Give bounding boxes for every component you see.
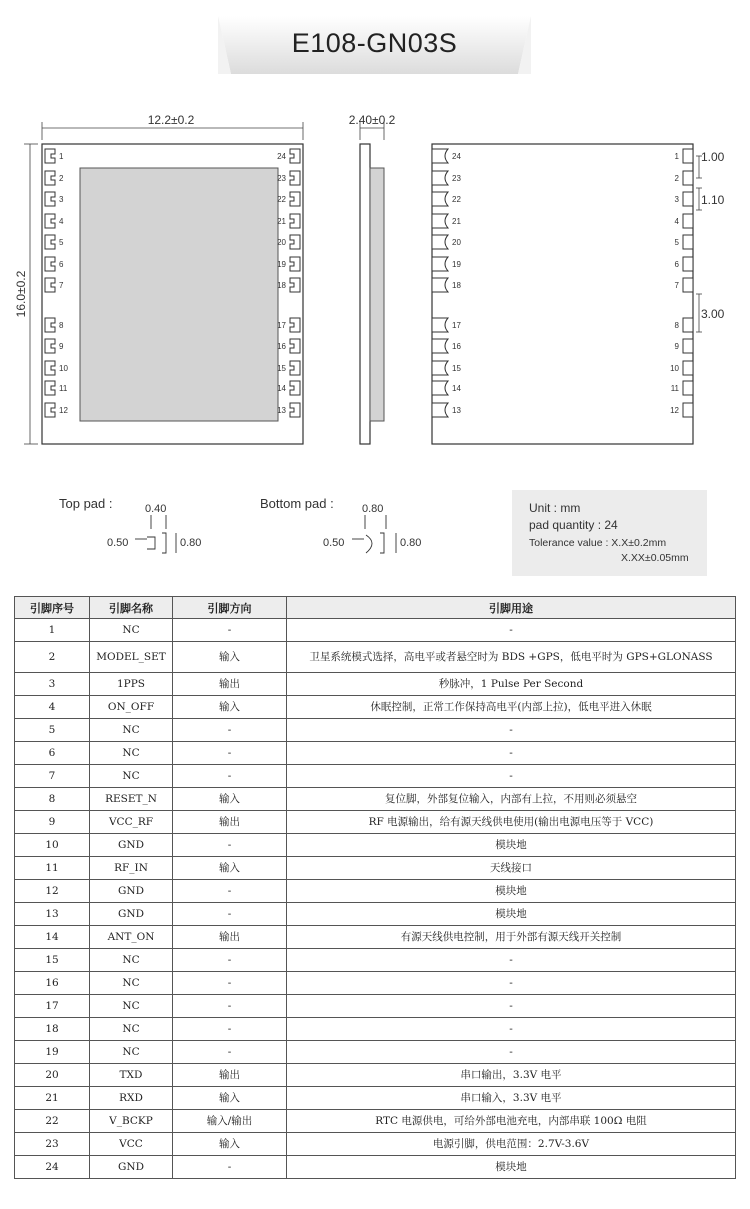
bottom-pad (683, 339, 693, 353)
pin-direction-cell: 输入/输出 (173, 1110, 287, 1133)
pin-direction-cell: - (173, 742, 287, 765)
table-row (15, 1087, 736, 1110)
pin-number-cell: 18 (15, 1018, 90, 1041)
unit-text: Unit : mm (529, 501, 581, 515)
pad-details (0, 495, 480, 565)
pin-function-cell: - (287, 742, 736, 765)
bottom-pad-width: 0.80 (362, 503, 384, 515)
bottom-pad (683, 192, 693, 206)
pin-direction-cell: 输入 (173, 696, 287, 719)
bottom-pad-label: Bottom pad : (260, 496, 334, 511)
pin-number-label: 23 (452, 174, 461, 183)
pin-number-label: 20 (277, 238, 286, 247)
header-pin-function: 引脚用途 (287, 597, 736, 619)
pin-function-cell: 模块地 (287, 834, 736, 857)
width-dim-label: 12.2±0.2 (147, 113, 195, 127)
pin-name-cell: NC (90, 742, 173, 765)
table-row (15, 857, 736, 880)
pin-name-cell: NC (90, 719, 173, 742)
pin-direction-cell: - (173, 1156, 287, 1179)
bottom-pad (683, 214, 693, 228)
table-row (15, 926, 736, 949)
pin-direction-cell: - (173, 903, 287, 926)
pin-name-cell: GND (90, 880, 173, 903)
pin-number-label: 16 (277, 342, 286, 351)
pin-number-label: 15 (277, 364, 286, 373)
pin-function-cell: 电源引脚，供电范围：2.7V-3.6V (287, 1133, 736, 1156)
pin-number-cell: 20 (15, 1064, 90, 1087)
pin-number-label: 9 (59, 342, 64, 351)
pin-name-cell: VCC_RF (90, 811, 173, 834)
pad-quantity-text: pad quantity : 24 (529, 518, 618, 532)
page-title: E108-GN03S (291, 28, 458, 58)
pin-number-cell: 19 (15, 1041, 90, 1064)
table-row (15, 788, 736, 811)
bottom-pad (683, 318, 693, 332)
pin-number-cell: 24 (15, 1156, 90, 1179)
table-row (15, 696, 736, 719)
pin-name-cell: RXD (90, 1087, 173, 1110)
pin-number-label: 17 (277, 321, 286, 330)
pin-number-label: 4 (59, 217, 64, 226)
title-banner (218, 16, 531, 74)
pitch-2-label: 1.10 (701, 193, 725, 207)
pin-name-cell: ANT_ON (90, 926, 173, 949)
pin-direction-cell: - (173, 972, 287, 995)
top-pad-label: Top pad : (59, 496, 113, 511)
pin-function-cell: 模块地 (287, 880, 736, 903)
pin-number-label: 6 (59, 260, 64, 269)
pin-number-label: 12 (59, 406, 68, 415)
table-row (15, 742, 736, 765)
pin-name-cell: NC (90, 1018, 173, 1041)
pin-number-label: 6 (674, 260, 679, 269)
top-pad-right: 0.80 (180, 537, 202, 549)
pin-number-label: 5 (59, 238, 64, 247)
pin-number-label: 21 (277, 217, 286, 226)
pin-name-cell: RF_IN (90, 857, 173, 880)
pin-name-cell: NC (90, 995, 173, 1018)
unit-info-box (512, 490, 707, 576)
table-row (15, 642, 736, 673)
pin-name-cell: NC (90, 765, 173, 788)
pin-number-label: 2 (59, 174, 64, 183)
pin-number-cell: 11 (15, 857, 90, 880)
pin-number-cell: 16 (15, 972, 90, 995)
pin-number-cell: 21 (15, 1087, 90, 1110)
bottom-pad (683, 381, 693, 395)
pin-number-label: 11 (670, 384, 679, 393)
table-row (15, 673, 736, 696)
pin-function-cell: 串口输出，3.3V 电平 (287, 1064, 736, 1087)
bottom-pad (683, 361, 693, 375)
pin-number-label: 2 (674, 174, 679, 183)
pin-number-label: 19 (452, 260, 461, 269)
table-row (15, 1133, 736, 1156)
pin-function-cell: RF 电源输出，给有源天线供电使用(输出电源电压等于 VCC) (287, 811, 736, 834)
pin-name-cell: NC (90, 949, 173, 972)
bottom-pad (683, 171, 693, 185)
top-pad-width: 0.40 (145, 503, 167, 515)
bottom-pad (683, 257, 693, 271)
pin-number-cell: 6 (15, 742, 90, 765)
pin-name-cell: NC (90, 1041, 173, 1064)
pin-number-label: 10 (670, 364, 679, 373)
module-drawing (0, 100, 750, 490)
pin-function-cell: 复位脚，外部复位输入，内部有上拉，不用则必须悬空 (287, 788, 736, 811)
pin-function-cell: 模块地 (287, 1156, 736, 1179)
pin-direction-cell: 输出 (173, 1064, 287, 1087)
pin-number-label: 11 (59, 384, 68, 393)
pin-number-label: 15 (452, 364, 461, 373)
pin-name-cell: GND (90, 1156, 173, 1179)
bottom-pad-right: 0.80 (400, 537, 422, 549)
pin-number-label: 1 (674, 152, 679, 161)
pin-direction-cell: - (173, 619, 287, 642)
bottom-pad (683, 149, 693, 163)
table-row (15, 880, 736, 903)
shield-can (80, 168, 278, 421)
table-row (15, 811, 736, 834)
pin-direction-cell: - (173, 1018, 287, 1041)
thickness-dim-label: 2.40±0.2 (348, 113, 396, 127)
pin-name-cell: NC (90, 619, 173, 642)
pin-number-cell: 14 (15, 926, 90, 949)
pin-function-cell: 秒脉冲，1 Pulse Per Second (287, 673, 736, 696)
pin-number-cell: 10 (15, 834, 90, 857)
table-row (15, 1064, 736, 1087)
pin-number-label: 4 (674, 217, 679, 226)
pin-number-cell: 13 (15, 903, 90, 926)
pin-number-cell: 17 (15, 995, 90, 1018)
pin-number-cell: 5 (15, 719, 90, 742)
pin-number-label: 17 (452, 321, 461, 330)
pin-number-label: 22 (277, 195, 286, 204)
pin-function-cell: - (287, 949, 736, 972)
pin-direction-cell: - (173, 880, 287, 903)
height-dim-label: 16.0±0.2 (14, 270, 28, 318)
pin-number-label: 7 (674, 281, 679, 290)
pin-number-cell: 15 (15, 949, 90, 972)
pin-number-label: 1 (59, 152, 64, 161)
pin-table (14, 596, 736, 1179)
table-row (15, 972, 736, 995)
pin-direction-cell: 输入 (173, 642, 287, 673)
pin-direction-cell: - (173, 1041, 287, 1064)
pin-function-cell: - (287, 765, 736, 788)
pin-number-cell: 1 (15, 619, 90, 642)
pin-direction-cell: 输入 (173, 1133, 287, 1156)
pin-number-label: 8 (59, 321, 64, 330)
bottom-pad (683, 403, 693, 417)
pin-function-cell: - (287, 995, 736, 1018)
pin-number-label: 10 (59, 364, 68, 373)
pin-number-cell: 7 (15, 765, 90, 788)
pin-number-label: 24 (452, 152, 461, 161)
pin-direction-cell: - (173, 834, 287, 857)
pin-direction-cell: 输出 (173, 673, 287, 696)
pin-direction-cell: - (173, 995, 287, 1018)
pin-function-cell: 休眠控制，正常工作保持高电平(内部上拉)，低电平进入休眠 (287, 696, 736, 719)
pin-number-cell: 22 (15, 1110, 90, 1133)
pin-number-label: 21 (452, 217, 461, 226)
table-row (15, 1018, 736, 1041)
table-row (15, 765, 736, 788)
table-row (15, 949, 736, 972)
top-pad-left: 0.50 (107, 537, 129, 549)
pin-number-cell: 9 (15, 811, 90, 834)
pin-function-cell: 串口输入，3.3V 电平 (287, 1087, 736, 1110)
table-header-row (15, 597, 736, 619)
side-view-pcb (360, 144, 370, 444)
pin-number-label: 19 (277, 260, 286, 269)
pin-direction-cell: 输入 (173, 788, 287, 811)
pin-number-cell: 4 (15, 696, 90, 719)
pin-function-cell: - (287, 1041, 736, 1064)
pin-function-cell: 卫星系统模式选择，高电平或者悬空时为 BDS +GPS，低电平时为 GPS+GLONASS (287, 642, 736, 673)
table-row (15, 1156, 736, 1179)
pin-direction-cell: - (173, 719, 287, 742)
tolerance-text-1: Tolerance value : X.X±0.2mm (529, 537, 667, 549)
gap-label: 3.00 (701, 307, 725, 321)
bottom-pad (683, 235, 693, 249)
pin-number-cell: 2 (15, 642, 90, 673)
header-pin-number: 引脚序号 (15, 597, 90, 619)
pin-number-label: 23 (277, 174, 286, 183)
table-row (15, 719, 736, 742)
pin-number-cell: 23 (15, 1133, 90, 1156)
pin-name-cell: GND (90, 834, 173, 857)
side-view-shield (370, 168, 384, 421)
pin-number-cell: 8 (15, 788, 90, 811)
pin-number-label: 20 (452, 238, 461, 247)
bottom-pad (683, 278, 693, 292)
pin-number-cell: 3 (15, 673, 90, 696)
pin-direction-cell: 输出 (173, 926, 287, 949)
pitch-1-label: 1.00 (701, 150, 725, 164)
pin-direction-cell: 输入 (173, 857, 287, 880)
pin-function-cell: 天线接口 (287, 857, 736, 880)
pin-direction-cell: - (173, 765, 287, 788)
pin-function-cell: 有源天线供电控制，用于外部有源天线开关控制 (287, 926, 736, 949)
pin-function-cell: - (287, 619, 736, 642)
pin-number-label: 8 (674, 321, 679, 330)
header-pin-direction: 引脚方向 (173, 597, 287, 619)
pin-name-cell: NC (90, 972, 173, 995)
pin-function-cell: - (287, 719, 736, 742)
pin-number-label: 12 (670, 406, 679, 415)
pin-function-cell: 模块地 (287, 903, 736, 926)
pin-name-cell: TXD (90, 1064, 173, 1087)
pin-number-label: 7 (59, 281, 64, 290)
pin-function-cell: RTC 电源供电，可给外部电池充电，内部串联 100Ω 电阻 (287, 1110, 736, 1133)
table-row (15, 619, 736, 642)
pin-number-label: 13 (452, 406, 461, 415)
pin-number-label: 24 (277, 152, 286, 161)
pin-function-cell: - (287, 1018, 736, 1041)
pin-direction-cell: 输入 (173, 1087, 287, 1110)
table-row (15, 903, 736, 926)
pin-function-cell: - (287, 972, 736, 995)
pin-number-cell: 12 (15, 880, 90, 903)
pin-name-cell: V_BCKP (90, 1110, 173, 1133)
pin-number-label: 14 (452, 384, 461, 393)
pin-direction-cell: 输出 (173, 811, 287, 834)
pin-name-cell: MODEL_SET (90, 642, 173, 673)
tolerance-text-2: X.XX±0.05mm (621, 552, 689, 564)
pin-number-label: 5 (674, 238, 679, 247)
pin-number-label: 14 (277, 384, 286, 393)
pin-number-label: 18 (277, 281, 286, 290)
pin-number-label: 9 (674, 342, 679, 351)
table-row (15, 834, 736, 857)
table-row (15, 1041, 736, 1064)
pin-number-label: 3 (59, 195, 64, 204)
header-pin-name: 引脚名称 (90, 597, 173, 619)
pin-name-cell: VCC (90, 1133, 173, 1156)
pin-direction-cell: - (173, 949, 287, 972)
pin-number-label: 22 (452, 195, 461, 204)
pin-name-cell: ON_OFF (90, 696, 173, 719)
pin-name-cell: GND (90, 903, 173, 926)
table-row (15, 995, 736, 1018)
table-row (15, 1110, 736, 1133)
bottom-pad-left: 0.50 (323, 537, 345, 549)
pin-number-label: 18 (452, 281, 461, 290)
pin-number-label: 16 (452, 342, 461, 351)
pin-name-cell: 1PPS (90, 673, 173, 696)
pin-number-label: 13 (277, 406, 286, 415)
pin-name-cell: RESET_N (90, 788, 173, 811)
pin-number-label: 3 (674, 195, 679, 204)
